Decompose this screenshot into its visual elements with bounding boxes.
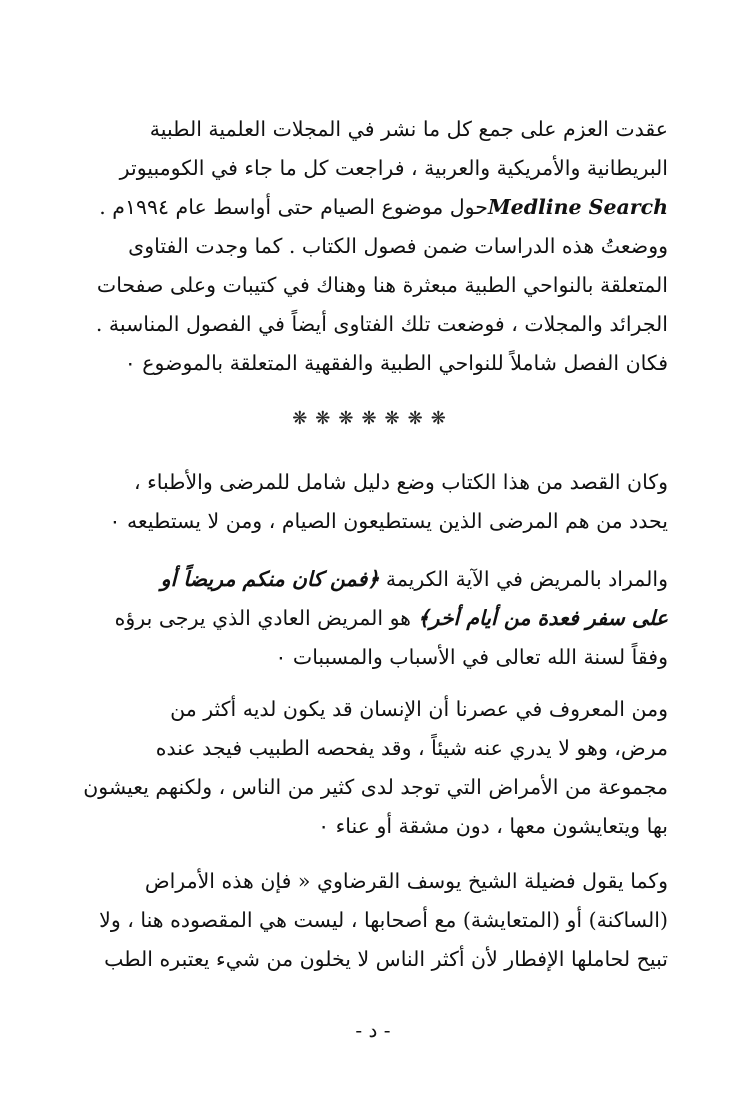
paragraph-purpose <box>72 463 668 541</box>
text-line: تبيح لحاملها الإفطار لأن أكثر الناس لا يخلون من شيء يعتبره الطب <box>104 947 668 971</box>
text-line: وكان القصد من هذا الكتاب وضع دليل شامل للمرضى والأطباء ، <box>133 470 668 494</box>
text-line: فكان الفصل شاملاً للنواحي الطبية والفقهية المتعلقة بالموضوع ٠ <box>124 351 668 375</box>
text-segment: هو المريض العادي الذي يرجى برؤه <box>114 606 411 630</box>
text-line: المتعلقة بالنواحي الطبية مبعثرة هنا وهناك في كتيبات وعلى صفحات <box>96 273 668 297</box>
quran-verse: ﴿فمن كان منكم مريضاً أو <box>160 567 380 591</box>
text-segment: والمراد بالمريض في الآية الكريمة <box>385 567 668 591</box>
paragraph-intro <box>72 110 668 383</box>
text-line: مجموعة من الأمراض التي توجد لدى كثير من الناس ، ولكنهم يعيشون <box>83 775 668 799</box>
paragraph-diseases <box>72 690 668 846</box>
text-segment: حول موضوع الصيام حتى أواسط عام ١٩٩٤م . <box>99 195 488 219</box>
paragraph-quote <box>72 862 668 979</box>
text-line: الجرائد والمجلات ، فوضعت تلك الفتاوى أيضاً في الفصول المناسبة . <box>95 312 668 336</box>
text-line: ووضعتُ هذه الدراسات ضمن فصول الكتاب . كما وجدت الفتاوى <box>128 234 668 258</box>
text-line: (الساكنة) أو (المتعايشة) مع أصحابها ، ليست هي المقصوده هنا ، ولا <box>99 908 668 932</box>
page-number: - د - <box>355 1018 391 1042</box>
latin-term: Medline Search <box>487 195 668 219</box>
text-line <box>72 188 668 227</box>
text-line: ومن المعروف في عصرنا أن الإنسان قد يكون لديه أكثر من <box>170 697 668 721</box>
quran-verse: على سفر فعدة من أيام أخر﴾ <box>417 606 668 630</box>
paragraph-verse <box>72 560 668 677</box>
section-divider: ❋❋❋❋❋❋❋ <box>292 408 454 429</box>
text-line: وكما يقول فضيلة الشيخ يوسف القرضاوي « فإن هذه الأمراض <box>144 869 668 893</box>
text-line: مرض، وهو لا يدري عنه شيئاً ، وقد يفحصه الطبيب فيجد عنده <box>155 736 668 760</box>
text-line: بها ويتعايشون معها ، دون مشقة أو عناء ٠ <box>318 814 668 838</box>
text-line: البريطانية والأمريكية والعربية ، فراجعت كل ما جاء في الكومبيوتر <box>119 156 668 180</box>
text-line <box>72 560 668 599</box>
text-line <box>72 599 668 638</box>
text-line: وفقاً لسنة الله تعالى في الأسباب والمسببات ٠ <box>275 645 668 669</box>
text-line: عقدت العزم على جمع كل ما نشر في المجلات العلمية الطبية <box>149 117 668 141</box>
text-line: يحدد من هم المرضى الذين يستطيعون الصيام ، ومن لا يستطيعه ٠ <box>109 509 668 533</box>
